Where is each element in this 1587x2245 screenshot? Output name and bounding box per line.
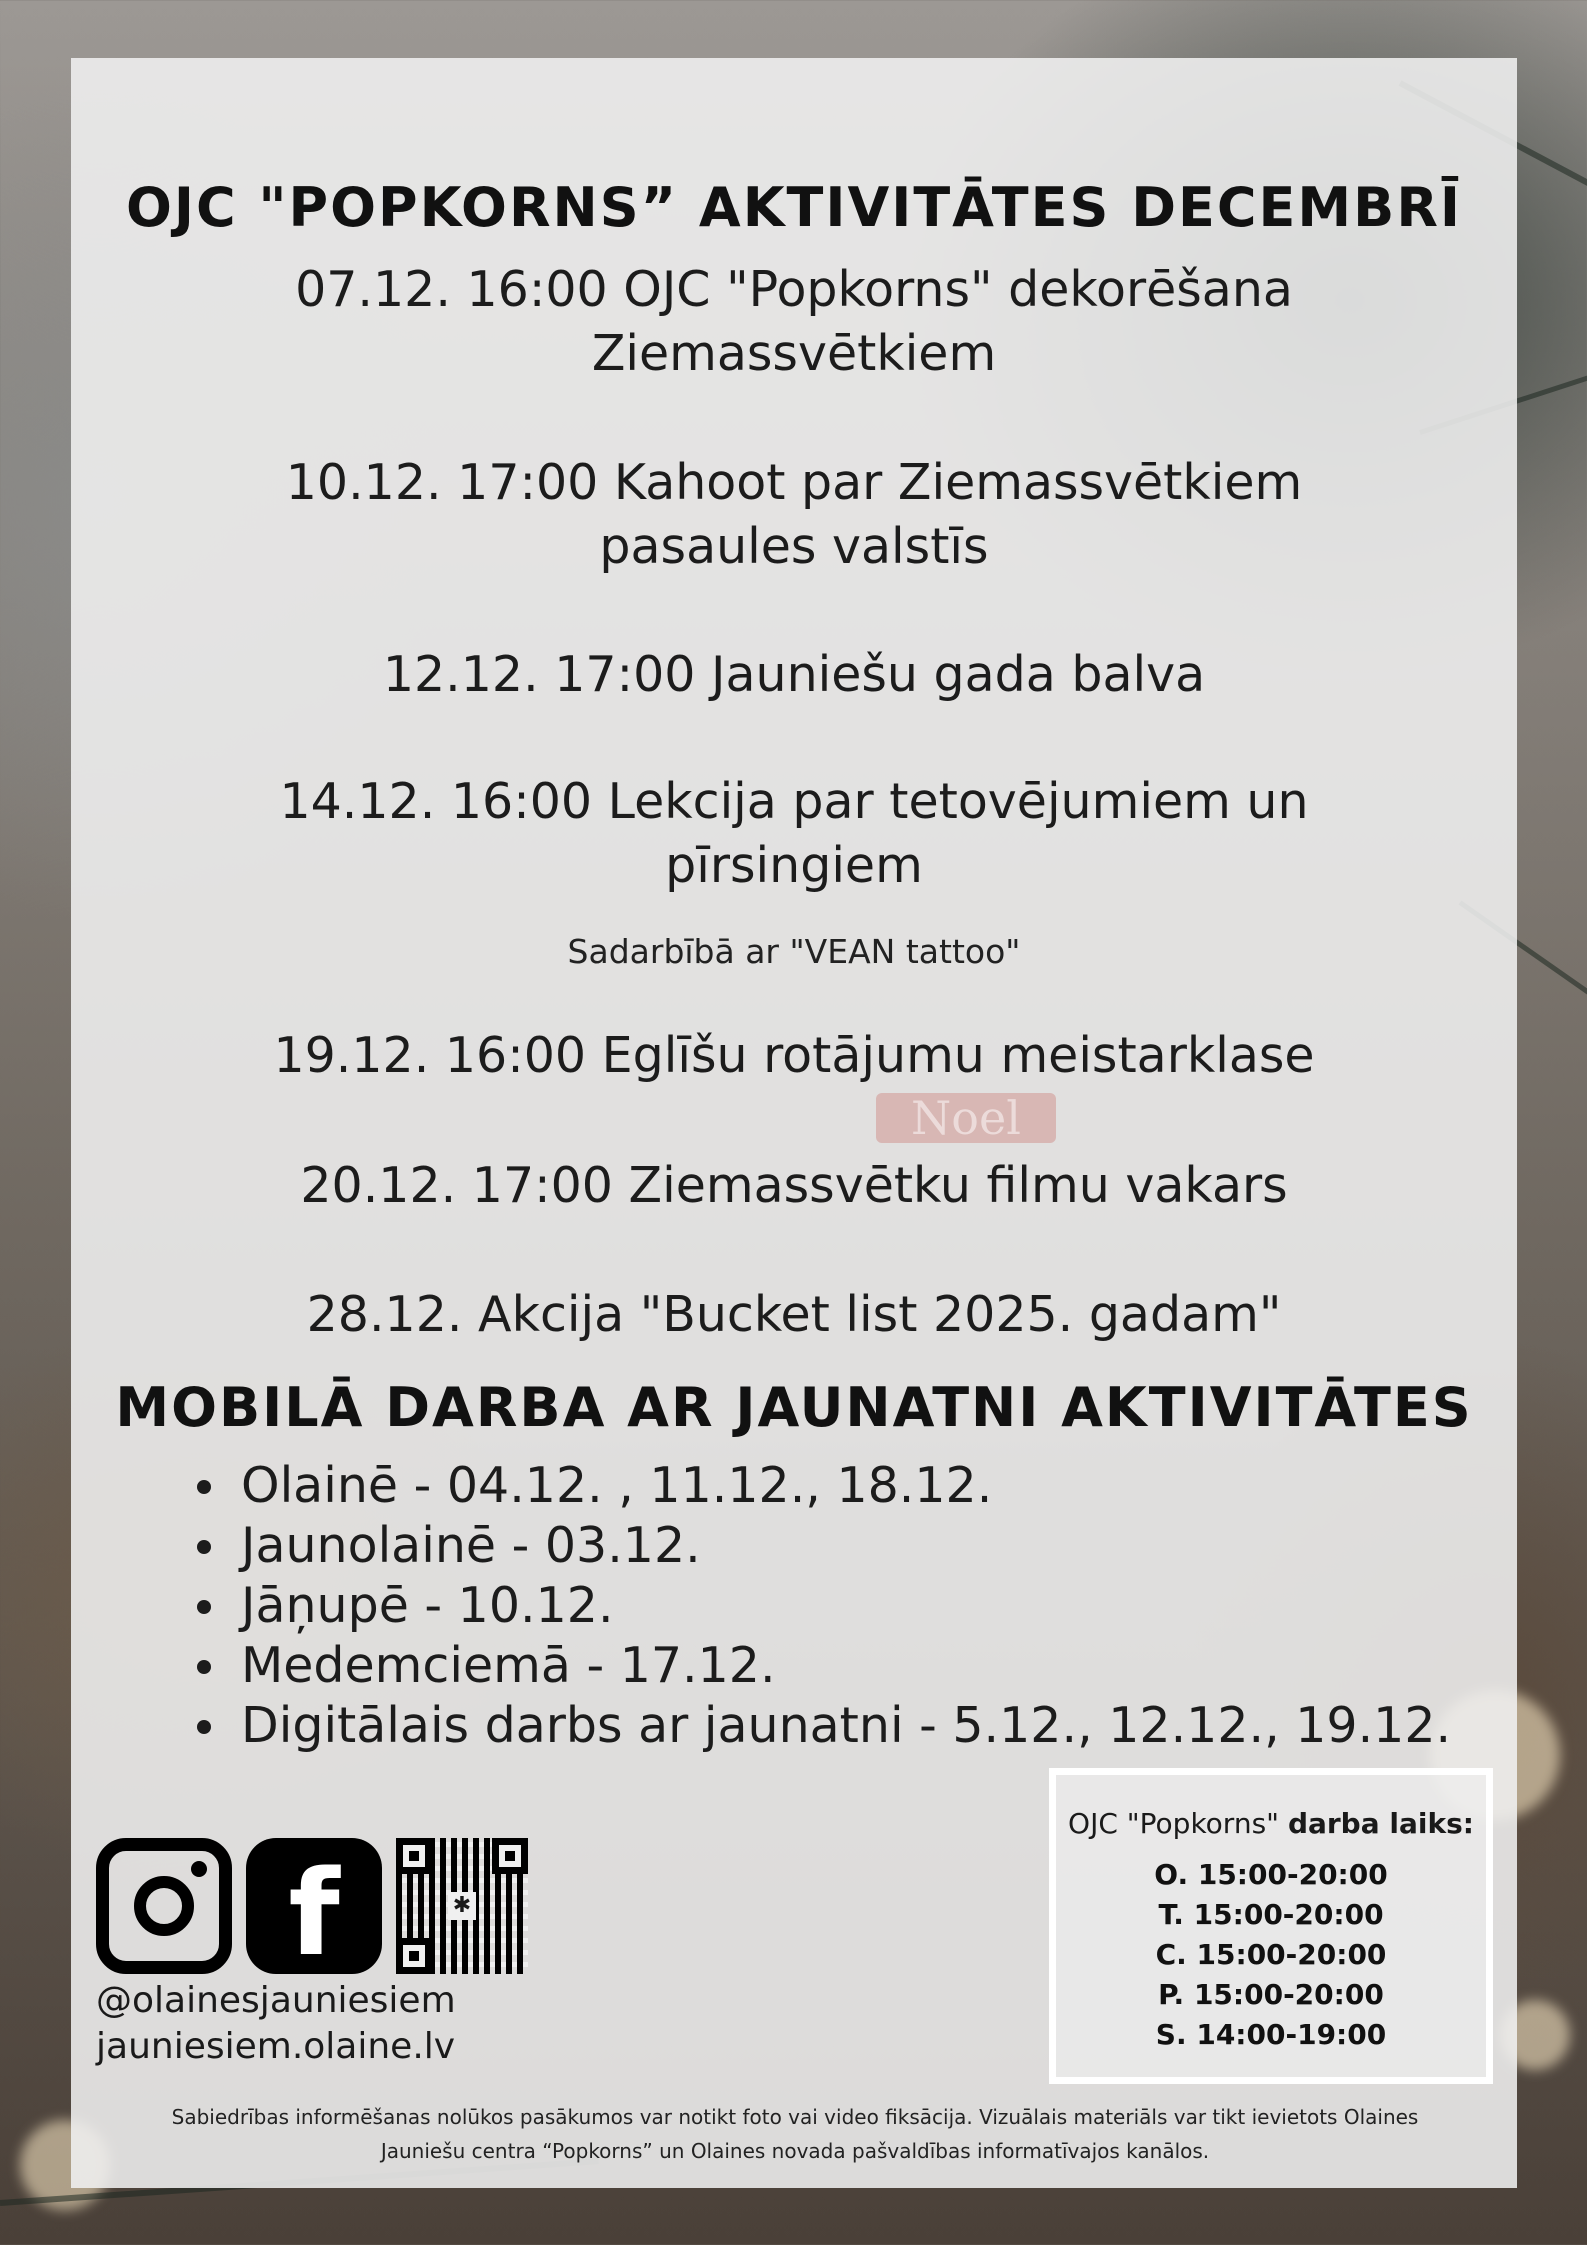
event-line: 10.12. 17:00 Kahoot par Ziemassvētkiem: [285, 454, 1303, 511]
event-item: [71, 258, 1517, 386]
list-item: Jāņupē - 10.12.: [197, 1576, 1451, 1636]
event-line: 20.12. 17:00 Ziemassvētku filmu vakars: [300, 1157, 1288, 1214]
event-line: Ziemassvētkiem: [591, 325, 997, 382]
hours-row: S. 14:00-19:00: [1155, 2018, 1387, 2051]
event-item: [71, 1283, 1517, 1347]
mobile-heading: MOBILĀ DARBA AR JAUNATNI AKTIVITĀTES: [115, 1376, 1473, 1439]
disclaimer-footer: [100, 2100, 1490, 2168]
footer-line: Jauniešu centra “Popkorns” un Olaines novada pašvaldības informatīvajos kanālos.: [380, 2139, 1210, 2163]
instagram-handle[interactable]: @olainesjauniesiem: [96, 1980, 456, 2021]
event-line: 12.12. 17:00 Jauniešu gada balva: [382, 646, 1206, 703]
event-item: [71, 643, 1517, 707]
qr-corner: [492, 1838, 528, 1874]
event-line: 19.12. 16:00 Eglīšu rotājumu meistarklase: [273, 1027, 1315, 1084]
list-item: Medemciemā - 17.12.: [197, 1636, 1451, 1696]
page-title: OJC "POPKORNS” AKTIVITĀTES DECEMBRĪ: [126, 176, 1462, 239]
hours-row: T. 15:00-20:00: [1158, 1898, 1384, 1931]
event-line: pīrsingiem: [665, 837, 923, 894]
social-links: [96, 1838, 528, 1982]
instagram-dot: [191, 1861, 207, 1877]
hours-row: C. 15:00-20:00: [1155, 1938, 1387, 1971]
opening-hours-box: [1049, 1768, 1493, 2084]
facebook-icon[interactable]: f: [246, 1838, 382, 1974]
event-item: [71, 1024, 1517, 1088]
event-line: 14.12. 16:00 Lekcija par tetovējumiem un: [279, 773, 1309, 830]
hours-row: O. 15:00-20:00: [1154, 1858, 1388, 1891]
event-item: [71, 770, 1517, 898]
qr-corner: [396, 1938, 432, 1974]
footer-line: Sabiedrības informēšanas nolūkos pasākumos var notikt foto vai video fiksācija. Vizuālais materiāls var tikt ievietots Olaines: [171, 2105, 1419, 2129]
hours-title-prefix: OJC "Popkorns": [1068, 1807, 1280, 1840]
event-item: [71, 1154, 1517, 1218]
qr-center-icon: ✱: [448, 1892, 476, 1920]
hours-list: [1056, 1855, 1486, 2055]
hours-row: P. 15:00-20:00: [1158, 1978, 1384, 2011]
list-item: Digitālais darbs ar jaunatni - 5.12., 12.12., 19.12.: [197, 1696, 1451, 1756]
list-item: Olainē - 04.12. , 11.12., 18.12.: [197, 1456, 1451, 1516]
list-item: Jaunolainē - 03.12.: [197, 1516, 1451, 1576]
event-line: pasaules valstīs: [599, 518, 989, 575]
event-line: 07.12. 16:00 OJC "Popkorns" dekorēšana: [295, 261, 1293, 318]
cooperation-note: Sadarbībā ar "VEAN tattoo": [567, 932, 1021, 971]
instagram-icon[interactable]: [96, 1838, 232, 1974]
mobile-activity-list: [197, 1456, 1451, 1756]
instagram-lens: [134, 1876, 194, 1936]
hours-title: [1056, 1807, 1486, 1840]
noel-ornament: Noel: [876, 1093, 1056, 1143]
event-line: 28.12. Akcija "Bucket list 2025. gadam": [306, 1286, 1282, 1343]
event-item: [71, 451, 1517, 579]
website-link[interactable]: jauniesiem.olaine.lv: [96, 2026, 456, 2067]
qr-corner: [396, 1838, 432, 1874]
hours-title-bold: darba laiks:: [1287, 1807, 1474, 1840]
qr-code[interactable]: [396, 1838, 528, 1974]
